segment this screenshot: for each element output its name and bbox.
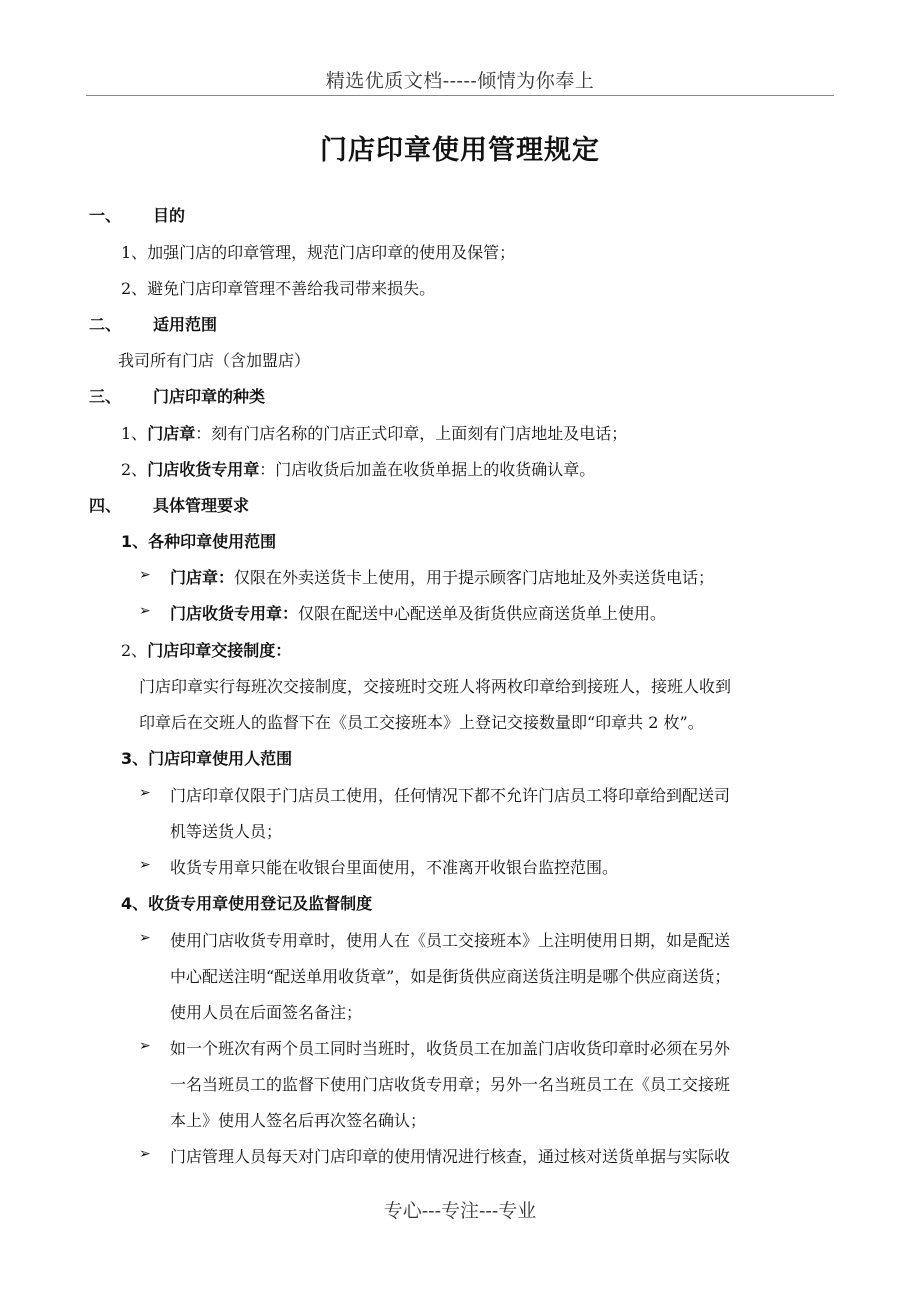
bullet-icon: ➢ xyxy=(139,785,151,801)
types-item-2 xyxy=(121,457,595,480)
handover-text-line-2: 印章后在交班人的监督下在《员工交接班本》上登记交接数量即“印章共 2 枚”。 xyxy=(139,713,704,732)
item-term: 门店收货专用章 xyxy=(147,460,260,479)
section-title: 具体管理要求 xyxy=(153,496,250,515)
section-number: 二、 xyxy=(89,315,122,334)
section-heading-purpose xyxy=(89,203,185,226)
handover-text-line-1: 门店印章实行每班次交接制度，交接班时交班人将两枚印章给到接班人，接班人收到 xyxy=(139,677,732,696)
section-heading-types xyxy=(89,384,265,407)
item-number: 2、 xyxy=(121,641,148,660)
register-item-1-line-2: 中心配送注明“配送单用收货章”，如是街货供应商送货注明是哪个供应商送货； xyxy=(170,967,731,986)
bullet-icon: ➢ xyxy=(139,567,151,583)
bullet-icon: ➢ xyxy=(139,603,151,619)
purpose-item-2: 2、避免门店印章管理不善给我司带来损失。 xyxy=(121,279,436,298)
user-scope-item-1-line-2: 机等送货人员； xyxy=(170,822,283,841)
bullet-icon: ➢ xyxy=(139,1146,151,1162)
subsection-heading-4: 4、收货专用章使用登记及监督制度 xyxy=(121,894,373,913)
usage-item-store-seal xyxy=(170,565,714,588)
section-title: 门店印章的种类 xyxy=(153,387,266,406)
item-term: 门店章： xyxy=(170,568,235,587)
item-description: ：门店收货后加盖在收货单据上的收货确认章。 xyxy=(259,460,596,479)
bullet-icon: ➢ xyxy=(139,1038,151,1054)
subsection-heading-3: 3、门店印章使用人范围 xyxy=(121,749,293,768)
item-description: 仅限在外卖送货卡上使用，用于提示顾客门店地址及外卖送货电话； xyxy=(234,568,715,587)
subsection-heading-2 xyxy=(121,638,291,661)
item-term: 门店章 xyxy=(147,424,196,443)
user-scope-item-2: 收货专用章只能在收银台里面使用，不准离开收银台监控范围。 xyxy=(170,858,619,877)
register-item-2-line-1: 如一个班次有两个员工同时当班时，收货员工在加盖门店收货印章时必须在另外 xyxy=(170,1039,731,1058)
subsection-heading-1: 1、各种印章使用范围 xyxy=(121,532,277,551)
header-divider xyxy=(86,95,834,96)
section-title: 适用范围 xyxy=(153,315,218,334)
item-number: 1、 xyxy=(121,424,148,443)
bullet-icon: ➢ xyxy=(139,857,151,873)
item-term: 门店收货专用章： xyxy=(170,604,299,623)
register-item-1-line-1: 使用门店收货专用章时，使用人在《员工交接班本》上注明使用日期，如是配送 xyxy=(170,931,731,950)
usage-item-receiving-seal xyxy=(170,601,666,624)
page-footer: 专心---专注---专业 xyxy=(383,1200,537,1222)
register-item-3-line-1: 门店管理人员每天对门店印章的使用情况进行核查，通过核对送货单据与实际收 xyxy=(170,1147,731,1166)
register-item-2-line-2: 一名当班员工的监督下使用门店收货专用章；另外一名当班员工在《员工交接班 xyxy=(170,1075,731,1094)
item-description: ：刻有门店名称的门店正式印章，上面刻有门店地址及电话； xyxy=(195,424,628,443)
item-number: 2、 xyxy=(121,460,148,479)
register-item-1-line-3: 使用人员在后面签名备注； xyxy=(170,1003,363,1022)
section-number: 三、 xyxy=(89,387,122,406)
section-heading-requirements xyxy=(89,493,249,516)
scope-text: 我司所有门店（含加盟店） xyxy=(118,351,311,370)
user-scope-item-1-line-1: 门店印章仅限于门店员工使用，任何情况下都不允许门店员工将印章给到配送司 xyxy=(170,786,731,805)
item-description: 仅限在配送中心配送单及街货供应商送货单上使用。 xyxy=(298,604,667,623)
section-number: 一、 xyxy=(89,206,122,225)
section-heading-scope xyxy=(89,312,217,335)
section-number: 四、 xyxy=(89,496,122,515)
section-title: 目的 xyxy=(153,206,186,225)
purpose-item-1: 1、加强门店的印章管理，规范门店印章的使用及保管； xyxy=(121,243,516,262)
document-title: 门店印章使用管理规定 xyxy=(320,135,600,166)
bullet-icon: ➢ xyxy=(139,930,151,946)
register-item-2-line-3: 本上》使用人签名后再次签名确认； xyxy=(170,1111,427,1130)
subsection-title: 门店印章交接制度： xyxy=(147,641,292,660)
types-item-1 xyxy=(121,421,627,444)
page-header: 精选优质文档-----倾情为你奉上 xyxy=(325,70,595,92)
